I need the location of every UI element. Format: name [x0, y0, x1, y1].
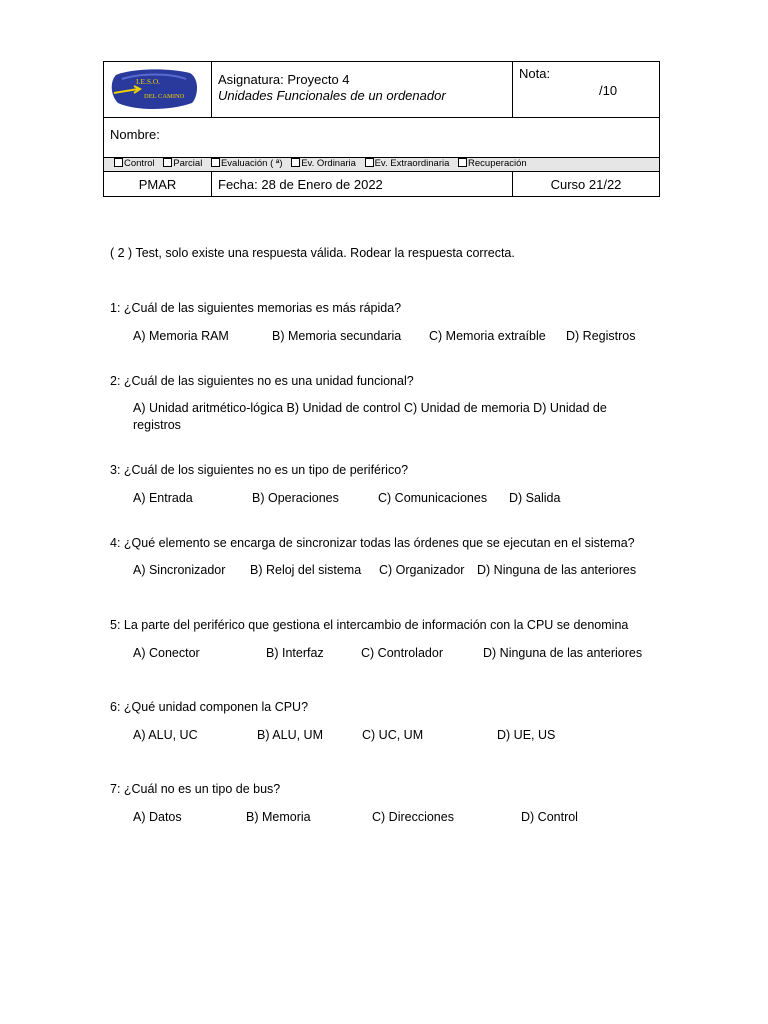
option-b[interactable]: B) Reloj del sistema — [250, 563, 362, 577]
option-d[interactable]: D) UE, US — [497, 728, 556, 742]
exam-type-label: Ev. Ordinaria — [301, 158, 356, 169]
option-b[interactable]: B) Memoria secundaria — [272, 329, 402, 343]
option-c[interactable]: C) Direcciones — [372, 810, 454, 824]
question-7: 7: ¿Cuál no es un tipo de bus? — [110, 782, 281, 796]
exam-type-label: Parcial — [173, 158, 203, 169]
option-d[interactable]: D) Control — [521, 810, 578, 824]
question-6: 6: ¿Qué unidad componen la CPU? — [110, 700, 309, 714]
subject-title: Asignatura: Proyecto 4 — [218, 72, 350, 87]
checkbox-parcial[interactable] — [163, 158, 172, 167]
subject-cell — [212, 62, 513, 118]
options-2 — [133, 400, 638, 434]
option-b[interactable]: B) Interfaz — [266, 646, 324, 660]
question-5: 5: La parte del periférico que gestiona el intercambio de información con la CPU se denomina — [110, 618, 629, 632]
option-d[interactable]: D) Ninguna de las anteriores — [477, 563, 637, 577]
exam-header — [103, 61, 660, 197]
exam-type-label: Control — [124, 158, 155, 169]
option-a[interactable]: A) Sincronizador — [133, 563, 226, 577]
option-a[interactable]: A) Conector — [133, 646, 200, 660]
name-label: Nombre: — [110, 127, 160, 142]
grade-cell — [513, 62, 660, 118]
option-list[interactable]: A) Unidad aritmético-lógica B) Unidad de control C) Unidad de memoria D) Unidad de registros — [133, 401, 607, 432]
option-c[interactable]: C) Comunicaciones — [378, 491, 488, 505]
option-d[interactable]: D) Registros — [566, 329, 636, 343]
option-a[interactable]: A) Entrada — [133, 491, 193, 505]
topic-title: Unidades Funcionales de un ordenador — [218, 88, 446, 103]
date-cell: Fecha: 28 de Enero de 2022 — [212, 172, 513, 197]
logo-cell — [104, 62, 212, 118]
question-3: 3: ¿Cuál de los siguientes no es un tipo de periférico? — [110, 463, 409, 477]
school-logo — [110, 67, 200, 110]
question-1: 1: ¿Cuál de las siguientes memorias es más rápida? — [110, 301, 402, 315]
instructions: ( 2 ) Test, solo existe una respuesta válida. Rodear la respuesta correcta. — [110, 246, 515, 260]
logo-text-bottom: DEL CAMINO — [144, 93, 185, 100]
exam-type-label: Evaluación ( ª) — [220, 158, 283, 169]
checkbox-ordinaria[interactable] — [291, 158, 300, 167]
logo-text-top: I.E.S.O. — [136, 77, 161, 86]
checkbox-control[interactable] — [114, 158, 123, 167]
name-field — [104, 118, 660, 158]
option-b[interactable]: B) ALU, UM — [257, 728, 323, 742]
option-a[interactable]: A) ALU, UC — [133, 728, 198, 742]
option-d[interactable]: D) Salida — [509, 491, 561, 505]
option-b[interactable]: B) Memoria — [246, 810, 311, 824]
checkbox-extraordinaria[interactable] — [365, 158, 374, 167]
exam-type-label: Ev. Extraordinaria — [374, 158, 450, 169]
exam-type-row — [104, 158, 660, 172]
question-4: 4: ¿Qué elemento se encarga de sincronizar todas las órdenes que se ejecutan en el sistema? — [110, 536, 635, 550]
option-c[interactable]: C) Controlador — [361, 646, 443, 660]
checkbox-evaluacion[interactable] — [211, 158, 220, 167]
exam-type-label: Recuperación — [468, 158, 527, 169]
option-b[interactable]: B) Operaciones — [252, 491, 339, 505]
option-c[interactable]: C) Memoria extraíble — [429, 329, 546, 343]
course-cell: Curso 21/22 — [513, 172, 660, 197]
checkbox-recuperacion[interactable] — [458, 158, 467, 167]
grade-out-of: /10 — [599, 83, 618, 98]
grade-label: Nota: — [519, 66, 551, 81]
option-a[interactable]: A) Datos — [133, 810, 182, 824]
option-c[interactable]: C) UC, UM — [362, 728, 424, 742]
option-c[interactable]: C) Organizador — [379, 563, 465, 577]
question-2: 2: ¿Cuál de las siguientes no es una unidad funcional? — [110, 374, 414, 388]
option-a[interactable]: A) Memoria RAM — [133, 329, 229, 343]
group-cell: PMAR — [104, 172, 212, 197]
option-d[interactable]: D) Ninguna de las anteriores — [483, 646, 643, 660]
